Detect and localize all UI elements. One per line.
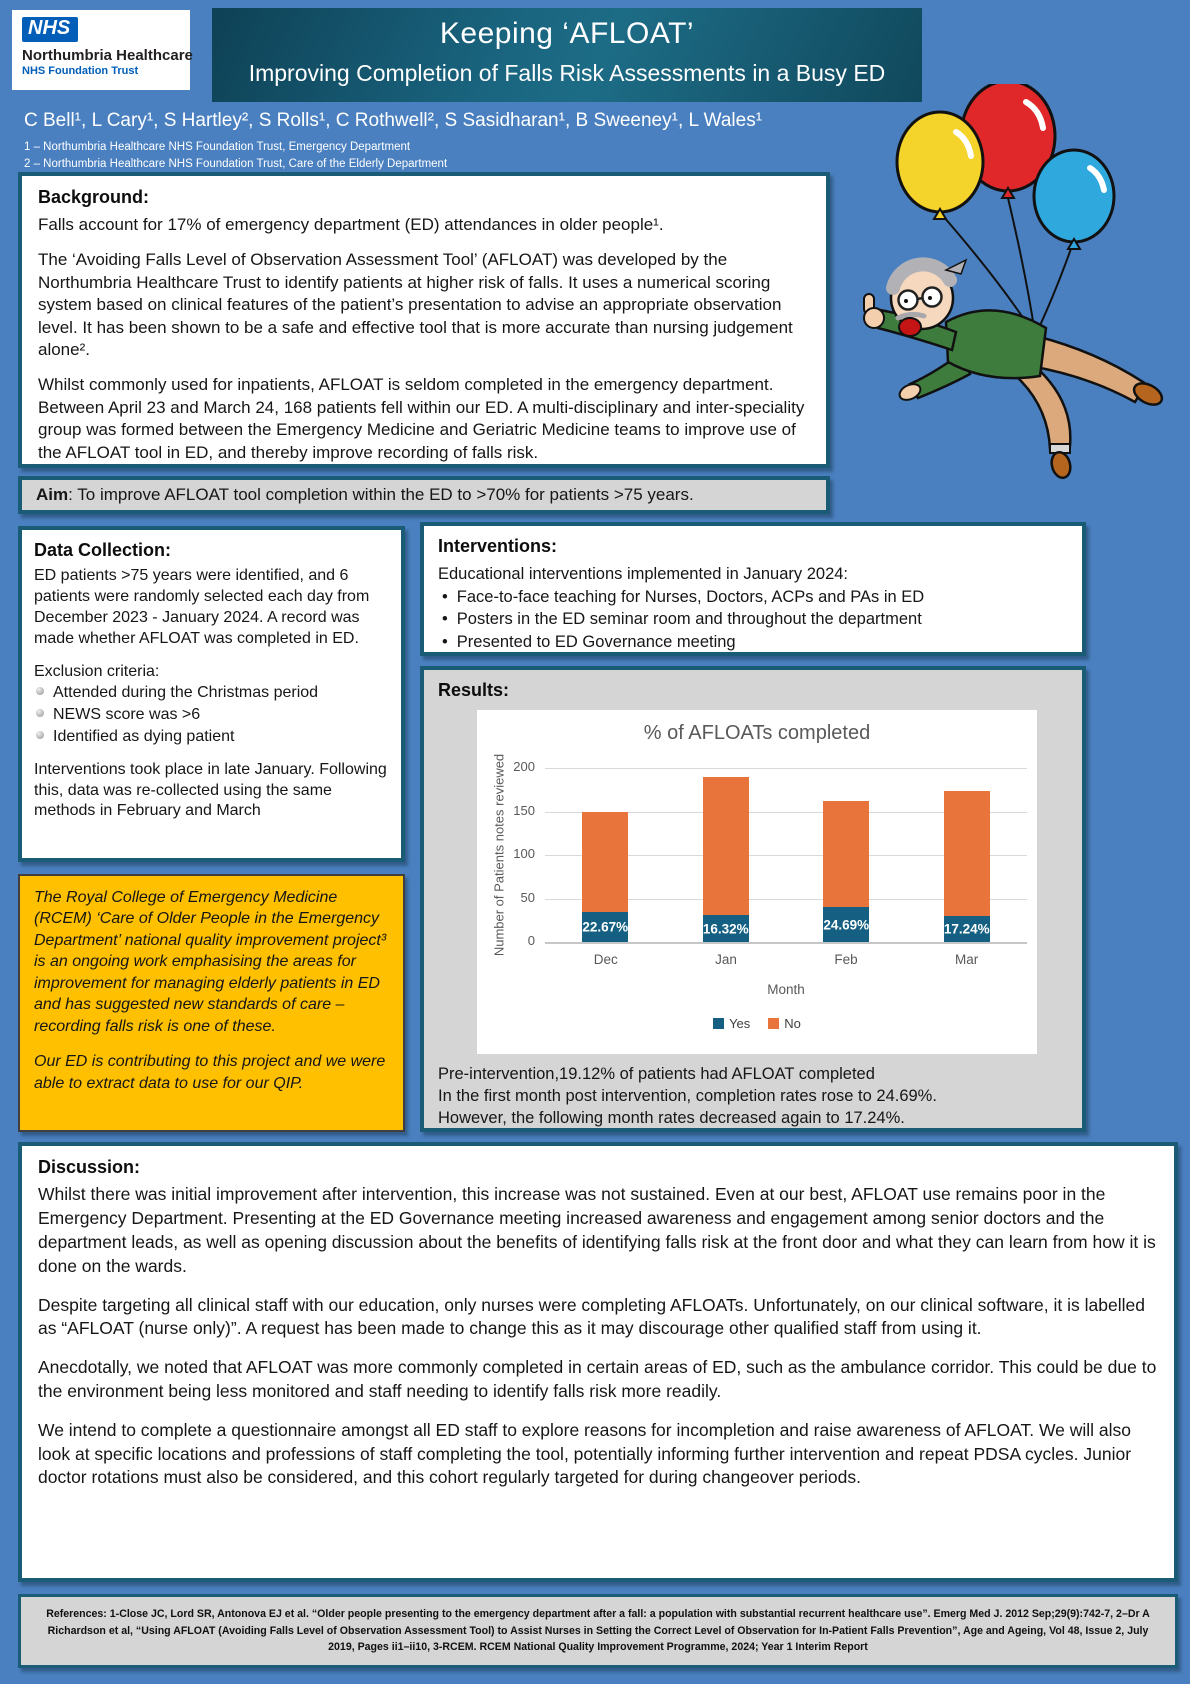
paragraph: Despite targeting all clinical staff with our education, only nurses were completing AFLOATs. Unfortunately, on our clinical software, it is labelled as “AFLOAT (nurse only)”. A request has been made to change this as it may discourage other qualified staff from using it. (38, 1294, 1145, 1339)
chart-y-axis-label: Number of Patients notes reviewed (491, 753, 507, 957)
legend-item-yes (713, 1016, 750, 1031)
legend-label: No (784, 1016, 801, 1031)
bar-jan (703, 768, 749, 942)
aim-label: Aim (36, 485, 69, 504)
paragraph: The Royal College of Emergency Medicine (RCEM) ‘Care of Older People in the Emergency Department’ national quality improvement project³ is an ongoing work emphasising the areas for improvement for managing elderly patients in ED and has suggested new standards of care – recording falls risk is one of these. (34, 889, 387, 1035)
y-tick-label: 150 (513, 802, 535, 818)
paragraph: Our ED is contributing to this project and we were able to extract data to use for our QIP. (34, 1053, 386, 1092)
exclusion-list (34, 683, 389, 747)
summary-line: In the first month post intervention, completion rates rose to 24.69%. (438, 1086, 937, 1105)
nhs-logo-text: NHS (28, 17, 71, 39)
paragraph: Anecdotally, we noted that AFLOAT was more commonly completed in certain areas of ED, such as the ambulance corridor. This could be due to the environment being less monitored and staff needing to identify falls risk more readily. (38, 1357, 1157, 1402)
x-tick-label: Jan (715, 952, 737, 967)
bar-mar (944, 768, 990, 942)
section-references (18, 1594, 1178, 1668)
y-tick-label: 50 (520, 889, 535, 905)
chart-bars (545, 768, 1027, 942)
x-tick-label: Dec (593, 952, 618, 967)
poster-subtitle: Improving Completion of Falls Risk Assessments in a Busy ED (248, 60, 886, 86)
bar-segment-no (703, 777, 749, 915)
list-item (34, 705, 389, 726)
legend-label: Yes (729, 1016, 751, 1031)
bar-dec (582, 768, 628, 942)
bar-segment-yes (944, 916, 990, 942)
authors-line: C Bell¹, L Cary¹, S Hartley², S Rolls¹, C Rothwell², S Sasidharan¹, B Sweeney¹, L Wales¹ (24, 110, 763, 131)
list-item (34, 727, 389, 748)
section-aim (18, 476, 830, 514)
section-background (18, 172, 830, 468)
list-item: • Face-to-face teaching for Nurses, Doctors, ACPs and PAs in ED (438, 586, 1068, 609)
legend-swatch (768, 1018, 779, 1029)
paragraph: Whilst commonly used for inpatients, AFLOAT is seldom completed in the emergency department. Between April 23 and March 24, 168 patients fell within our ED. A multi-disciplinary and inter-speciality group was formed between the Emergency Medicine and Geriatric Medicine teams to improve use of the AFLOAT tool in ED, and thereby improve recording of falls risk. (38, 375, 805, 462)
bar-percent-label: 24.69% (823, 917, 870, 933)
bar-feb (823, 768, 869, 942)
paragraph: The ‘Avoiding Falls Level of Observation Assessment Tool’ (AFLOAT) was developed by the Northumbria Healthcare Trust to identify patients at higher risk of falls. It uses a numerical scoring system based on clinical features of the patient’s presentation to advise an appropriate observation level. It has been shown to be a safe and effective tool that is more accurate than nursing judgement alone². (38, 250, 793, 359)
x-tick-label: Feb (834, 952, 858, 967)
nhs-org-name: Northumbria Healthcare (22, 47, 193, 64)
yellow-balloon-icon (897, 112, 983, 219)
list-item-text: NEWS score was >6 (53, 706, 201, 724)
section-data-collection (18, 526, 405, 862)
summary-line: Pre-intervention,19.12% of patients had AFLOAT completed (438, 1065, 875, 1083)
poster-title: Keeping ‘AFLOAT’ (439, 17, 695, 50)
legend-item-no (768, 1016, 801, 1031)
bullet-icon (36, 709, 44, 717)
affiliation-2: 2 – Northumbria Healthcare NHS Foundation Trust, Care of the Elderly Department (24, 158, 448, 171)
y-tick-label: 100 (513, 846, 535, 861)
chart-x-axis-label: Month (767, 982, 805, 997)
bar-segment-yes (823, 907, 869, 942)
section-heading: Data Collection: (34, 540, 172, 560)
title-banner (212, 8, 922, 102)
bar-segment-no (823, 801, 869, 907)
section-heading: Background: (38, 187, 150, 207)
interventions-intro: Educational interventions implemented in January 2024: (438, 564, 849, 583)
list-item: • Presented to ED Governance meeting (438, 631, 1068, 654)
list-item-text: Attended during the Christmas period (53, 684, 319, 702)
affiliations (24, 139, 447, 174)
chart-legend (477, 1016, 1037, 1031)
paragraph: We intend to complete a questionnaire amongst all ED staff to explore reasons for incompletion and raise awareness of AFLOAT. We will also look at specific locations and professions of staff completing the tool, potentially informing further intervention and repeat PDSA cycles. Junior doctor rotations must also be considered, and this cohort regularly targeted for during changeover periods. (38, 1419, 1132, 1488)
y-tick-label: 0 (527, 933, 535, 948)
interventions-list (438, 586, 1068, 654)
section-interventions (420, 522, 1086, 656)
nhs-logo-icon (22, 17, 78, 42)
paragraph: ED patients >75 years were identified, and 6 patients were randomly selected each day from December 2023 - January 2024. A record was made whether AFLOAT was completed in ED. (34, 567, 370, 647)
section-results (420, 666, 1086, 1132)
bullet-icon (36, 687, 44, 695)
references-text: References: 1-Close JC, Lord SR, Antonova EJ et al. “Older people presenting to the emergency department after a fall: a population with substantial recurrent healthcare use”. Emerg Med J. 2012 Sep;29(9):742-7, 2–Dr A Richardson et al, “Using AFLOAT (Avoiding Falls Level of Observation Assessment Tool) to Assist Nurses in Setting the Correct Level of Observation for In-Patient Falls Prevention”, Age and Ageing, Vol 48, Issue 2, July 2019, Pages ii1–ii10, 3-RCEM. RCEM National Quality Improvement Programme, 2024; Year 1 Interim Report (46, 1608, 1150, 1654)
paragraph: Falls account for 17% of emergency department (ED) attendances in older people¹. (38, 214, 664, 234)
chart-x-ticks (545, 952, 1027, 967)
chart-plot-area (545, 768, 1027, 944)
bullet-icon (36, 731, 44, 739)
y-tick-label: 200 (513, 759, 535, 774)
chart-panel (477, 710, 1037, 1054)
results-summary (438, 1064, 1068, 1130)
exclusion-heading: Exclusion criteria: (34, 662, 160, 680)
bar-segment-yes (582, 912, 628, 942)
section-heading: Interventions: (438, 536, 558, 556)
bar-percent-label: 22.67% (582, 919, 629, 935)
aim-statement: : To improve AFLOAT tool completion within the ED to >70% for patients >75 years. (68, 485, 694, 504)
bar-segment-yes (703, 915, 749, 942)
blue-balloon-icon (1034, 150, 1114, 249)
balloon-man-illustration (848, 84, 1183, 504)
nhs-logo (12, 10, 193, 90)
section-rcem-note (18, 874, 405, 1132)
affiliation-1: 1 – Northumbria Healthcare NHS Foundation Trust, Emergency Department (24, 141, 411, 153)
bar-segment-no (582, 812, 628, 913)
legend-swatch (713, 1018, 724, 1029)
paragraph: Interventions took place in late January. Following this, data was re-collected using the same methods in February and March (34, 760, 387, 820)
x-tick-label: Mar (955, 952, 979, 967)
summary-line: However, the following month rates decreased again to 17.24%. (438, 1108, 905, 1127)
list-item: • Posters in the ED seminar room and throughout the department (438, 608, 1068, 631)
section-heading: Discussion: (38, 1157, 141, 1177)
aim-text (36, 485, 694, 505)
list-item-text: Identified as dying patient (53, 727, 235, 745)
paragraph: Whilst there was initial improvement after intervention, this increase was not sustained. Even at our best, AFLOAT use remains poor in the Emergency Department. Presenting at the ED Governance meeting increased awareness and engagement among senior doctors and the department leads, as well as opening discussion about the benefits of identifying falls risk at the front door and what they can learn from how it is done on the wards. (38, 1184, 1156, 1276)
nhs-trust-name: NHS Foundation Trust (22, 65, 139, 77)
section-heading: Results: (438, 680, 510, 700)
list-item (34, 683, 389, 704)
chart-title: % of AFLOATs completed (643, 722, 871, 744)
falling-man-icon (864, 260, 1165, 480)
section-discussion (18, 1142, 1178, 1582)
bar-percent-label: 16.32% (702, 921, 749, 937)
bar-segment-no (944, 791, 990, 916)
bar-percent-label: 17.24% (943, 921, 990, 937)
